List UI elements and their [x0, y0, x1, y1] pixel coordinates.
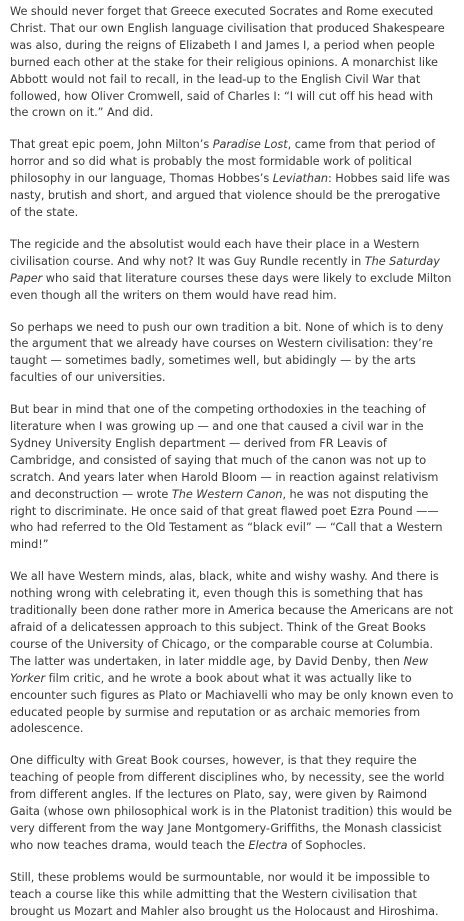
italic-title: The Saturday Paper	[10, 254, 440, 285]
paragraph	[10, 137, 454, 222]
italic-title: The Western Canon	[171, 487, 283, 501]
text-run: Still, these problems would be surmountable, nor would it be impossible to teach a course like this while admitting that the Western civilisation that brought us Mozart and Mahler also brought us the Holocaust and Hiroshima.	[10, 870, 439, 918]
text-run: of Sophocles.	[287, 838, 366, 852]
italic-title: New Yorker	[10, 654, 429, 685]
text-run: , he was not disputing the right to discriminate. He once said of that great flawed poet Ezra Pound —— who had referred to the Old Testament as “black evil” — “Call that a Western mind!”	[10, 487, 443, 552]
text-run: That great epic poem, John Milton’s	[10, 138, 213, 152]
text-run: But bear in mind that one of the competing orthodoxies in the teaching of literature when I was growing up — and one that caused a civil war in the Sydney University English department — derived from FR Leavis of Cambridge, and consisted of saying that much of the canon was not up to scratch. And years later when Harold Bloom — in reaction against relativism and deconstruction — wrote	[10, 403, 439, 501]
paragraph	[10, 753, 454, 854]
text-run: who said that literature courses these days were likely to exclude Milton even though all the writers on them would have read him.	[10, 271, 452, 302]
italic-title: Electra	[248, 838, 288, 852]
text-run: One difficulty with Great Book courses, however, is that they require the teaching of people from different disciplines who, by necessity, see the world from different angles. If the lectures on Plato, say, were given by Raimond Gaita (whose own philosophical work is in the Platonist tradition) this would be very different from the way Jane Montgomery-Griffiths, the Monash classicist who now teaches drama, would teach the	[10, 754, 452, 852]
italic-title: Leviathan	[272, 172, 328, 186]
italic-title: Paradise Lost	[212, 138, 288, 152]
paragraph	[10, 4, 454, 122]
text-run: , came from that period of horror and so did what is probably the most formidable work of political philosophy in our language, Thomas Hobbes’s	[10, 138, 436, 186]
paragraph	[10, 237, 454, 305]
paragraph	[10, 320, 454, 388]
text-run: : Hobbes said life was nasty, brutish and short, and argued that violence should be the prerogative of the state.	[10, 172, 450, 219]
paragraph	[10, 569, 454, 738]
paragraph	[10, 870, 454, 921]
text-run: So perhaps we need to push our own tradition a bit. None of which is to deny the argument that we already have courses on Western civilisation: they’re taught — sometimes badly, sometimes well, but abidingly — by the arts faculties of our universities.	[10, 320, 444, 385]
text-run: We should never forget that Greece executed Socrates and Rome executed Christ. That our own English language civilisation that produced Shakespeare was also, during the reigns of Elizabeth I and James I, a period when people burned each other at the stake for their religious opinions. A monarchist like Abbott would not fail to recall, in the lead-up to the English Civil War that followed, how Oliver Cromwell, said of Charles I: “I will cut off his head with the crown on it.” And did.	[10, 5, 445, 120]
text-run: The regicide and the absolutist would each have their place in a Western civilisation course. And why not? It was Guy Rundle recently in	[10, 237, 420, 268]
paragraph	[10, 402, 454, 554]
text-run: film critic, and he wrote a book about what it was actually like to encounter such figures as Plato or Machiavelli who may be only known even to educated people by surmise and reputation or as archaic memories from adolescence.	[10, 671, 454, 736]
text-run: We all have Western minds, alas, black, white and wishy washy. And there is nothing wrong with celebrating it, even though this is something that has traditionally been done rather more in America because the Americans are not afraid of a delicatessen approach to this subject. Think of the Great Books course of the University of Chicago, or the comparable course at Columbia. The latter was undertaken, in later middle age, by David Denby, then	[10, 570, 454, 668]
